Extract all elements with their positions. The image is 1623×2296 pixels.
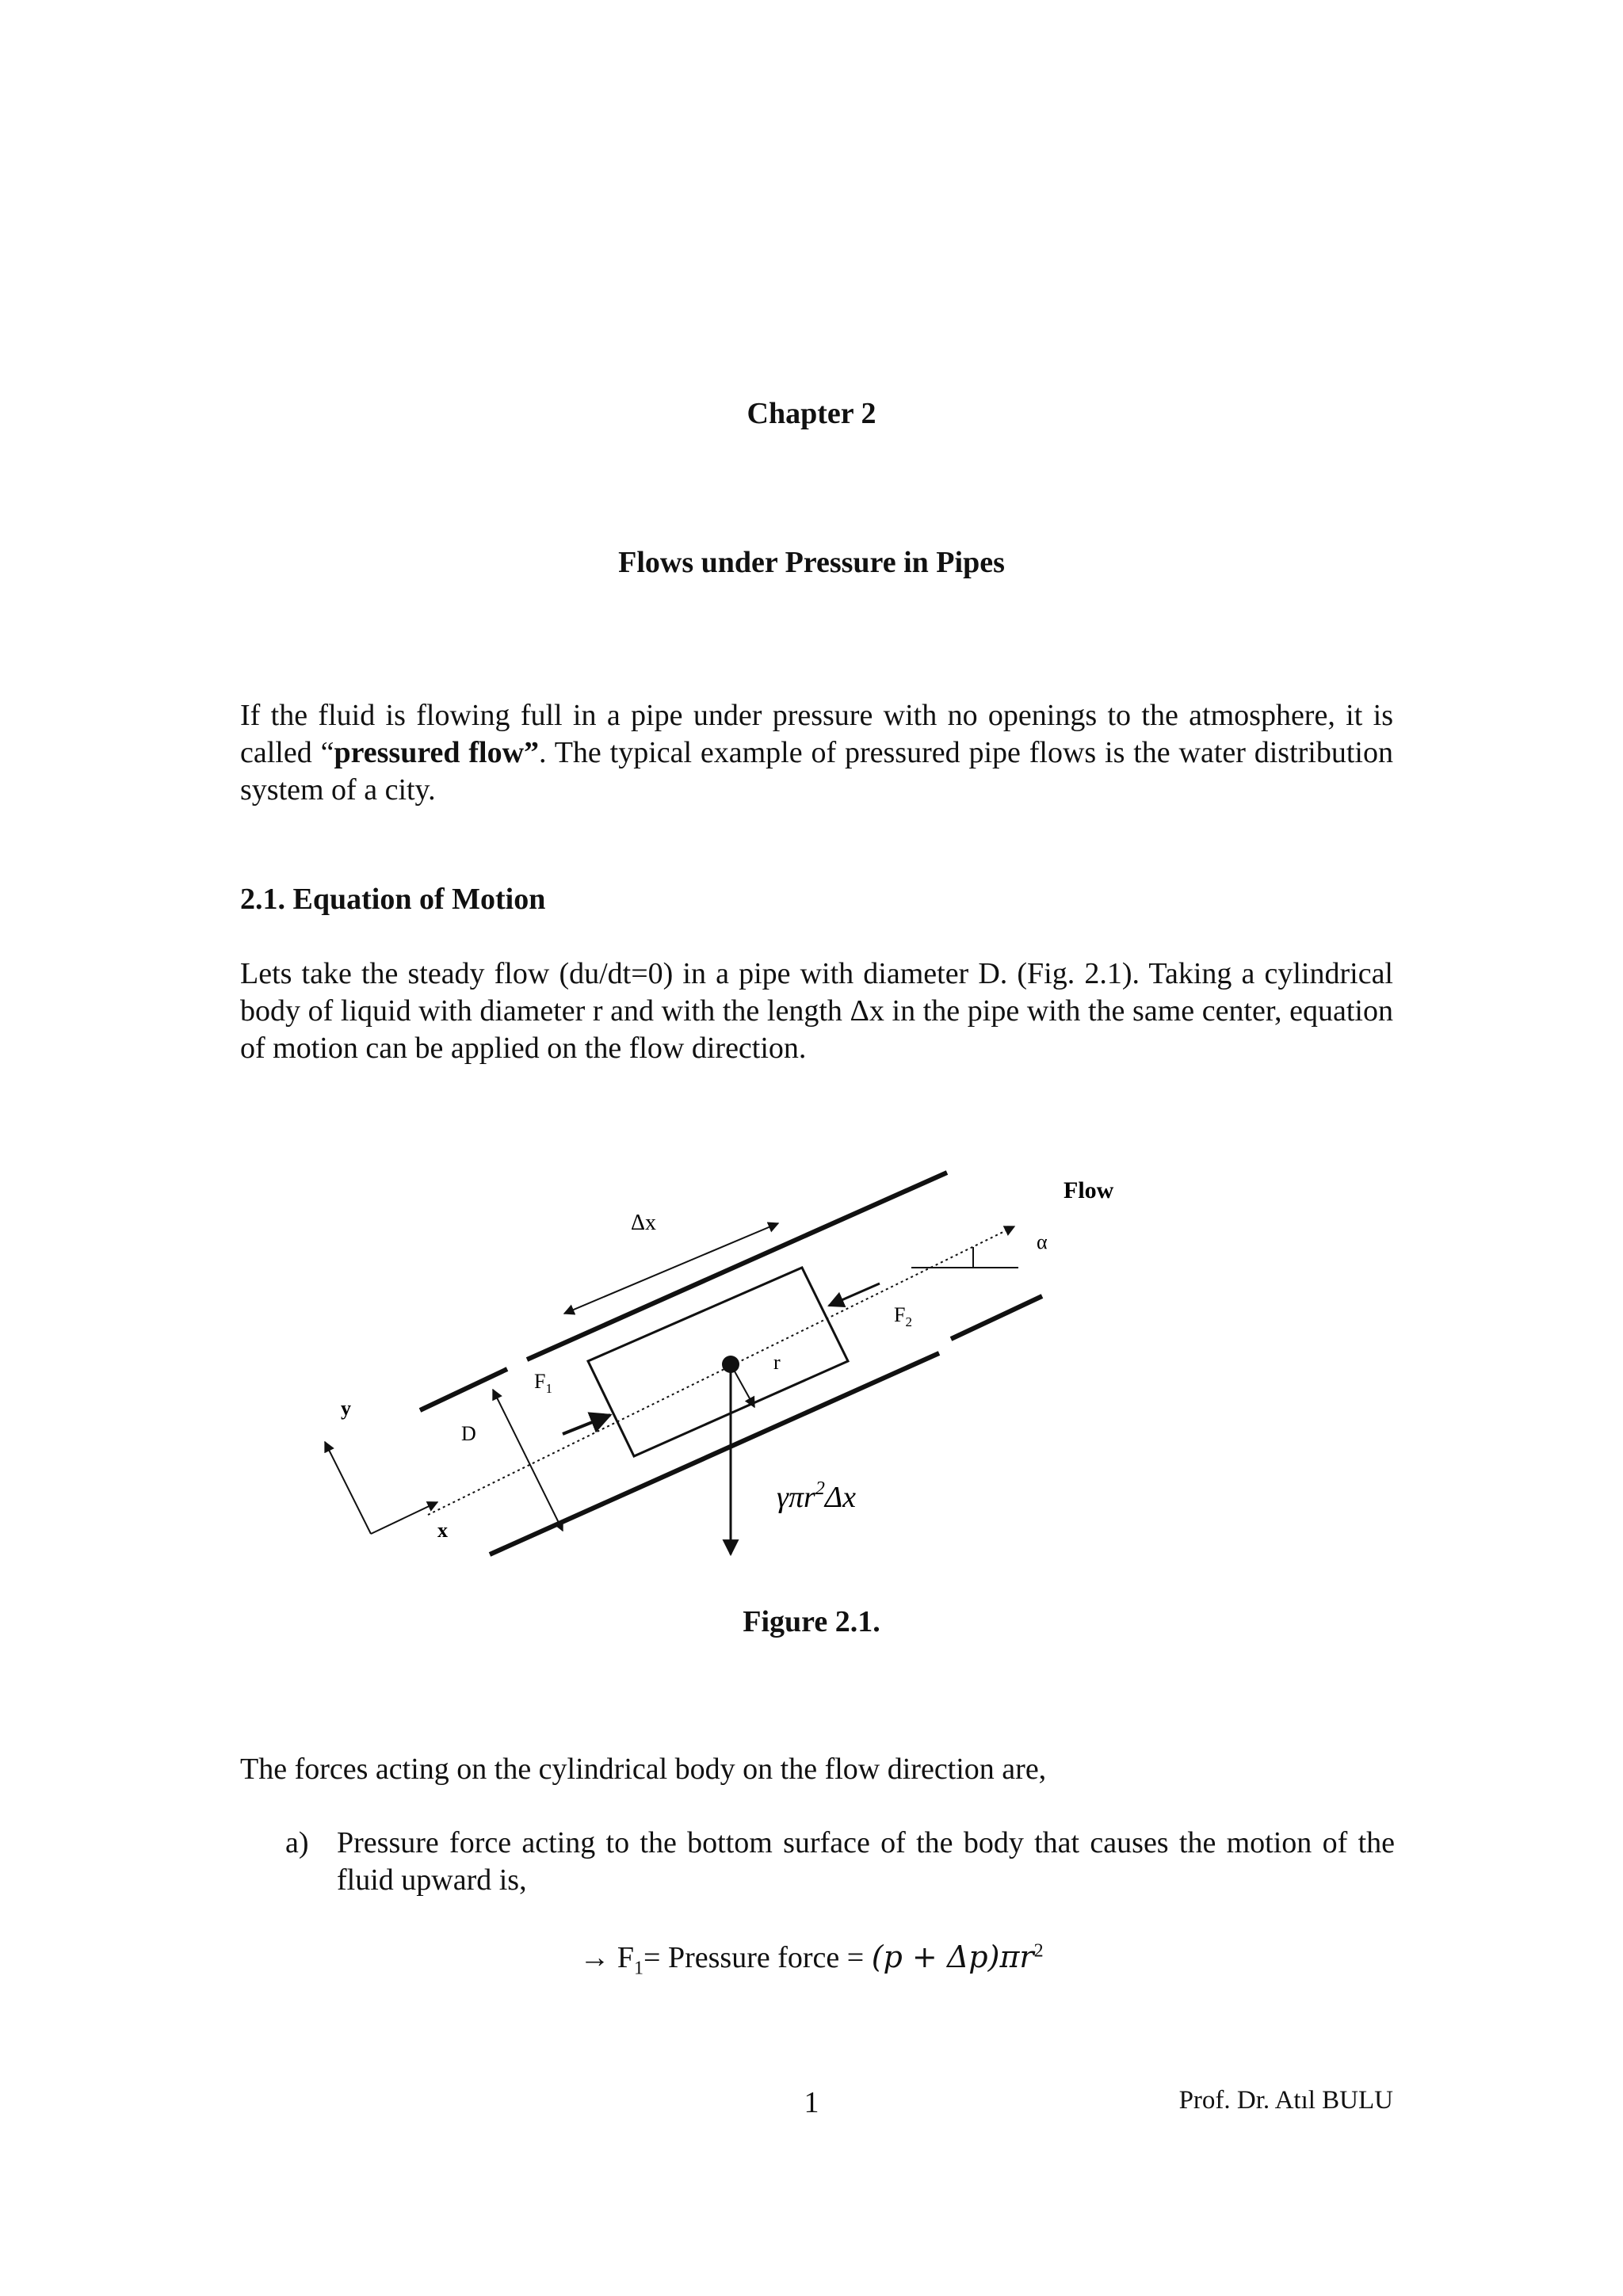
formula-subscript: 1 [634,1958,644,1979]
delta-x-dimension-arrow [564,1223,778,1314]
forces-intro: The forces acting on the cylindrical body on the flow direction are, [240,1753,1047,1786]
weight-label-sup: 2 [815,1478,825,1499]
formula-text: = Pressure force = [643,1941,872,1974]
formula-math: (p + Δp)πr [871,1939,1034,1974]
weight-label-tail: Δx [824,1481,856,1514]
intro-text-before: If the fluid is flowing full in a pipe under pressure with no openings to the atmosphere, it is called “ [240,699,1393,769]
y-axis-arrow [325,1442,371,1534]
formula-superscript: 2 [1033,1940,1044,1962]
force-f1-arrow [563,1415,610,1434]
cylindrical-body [588,1268,848,1456]
footer-author: Prof. Dr. Atıl BULU [1178,2086,1393,2115]
intro-bold-term: pressured flow” [334,736,540,769]
pipe-wall-lower [490,1353,939,1554]
f2-label-sub: 2 [905,1314,912,1329]
figure-caption: Figure 2.1. [743,1605,880,1638]
list-item-marker: a) [285,1826,309,1859]
f1-label-main: F [534,1370,546,1393]
y-axis-label: y [341,1397,351,1420]
delta-x-label: Δx [631,1211,657,1235]
x-axis-label: x [437,1519,448,1542]
page-number: 1 [804,2086,819,2119]
diameter-label: D [461,1422,476,1445]
f1-label [534,1370,552,1396]
intro-text-after: . The typical example of pressured pipe flows is the water distribution system of a city. [240,736,1393,807]
formula-arrow-f: → F [579,1941,635,1974]
pressure-force-formula [0,1939,1623,1980]
f1-label-sub: 1 [545,1381,552,1396]
figure-pipe-diagram [0,1141,1623,1585]
weight-label [777,1478,856,1514]
section-paragraph: Lets take the steady flow (du/dt=0) in a pipe with diameter D. (Fig. 2.1). Taking a cylindrical body of liquid with diameter r and with the length Δx in the pipe with the same center, equation of motion can be applied on the flow direction. [240,957,1393,1065]
list-item [285,1825,1395,1899]
alpha-label: α [1037,1230,1048,1253]
pipe-wall-upper [527,1173,947,1360]
x-axis-arrow [371,1502,437,1534]
list-item-text: Pressure force acting to the bottom surface of the body that causes the motion of the fluid upward is, [337,1826,1395,1897]
chapter-heading: Chapter 2 [747,397,876,430]
pipe-wall-upper-left [420,1369,507,1410]
force-f2-arrow [829,1283,880,1306]
chapter-title: Flows under Pressure in Pipes [618,546,1005,579]
flow-axis-line [428,1226,1014,1515]
radius-arrow [731,1364,754,1407]
weight-label-main: γπr [777,1481,815,1514]
f2-label-main: F [894,1303,906,1326]
section-heading: 2.1. Equation of Motion [240,883,546,916]
pipe-wall-lower-right [951,1296,1042,1339]
flow-label: Flow [1064,1177,1114,1203]
intro-paragraph [240,697,1393,809]
f2-label [894,1303,912,1329]
diameter-dimension-arrow [493,1390,563,1531]
r-label: r [773,1351,781,1374]
